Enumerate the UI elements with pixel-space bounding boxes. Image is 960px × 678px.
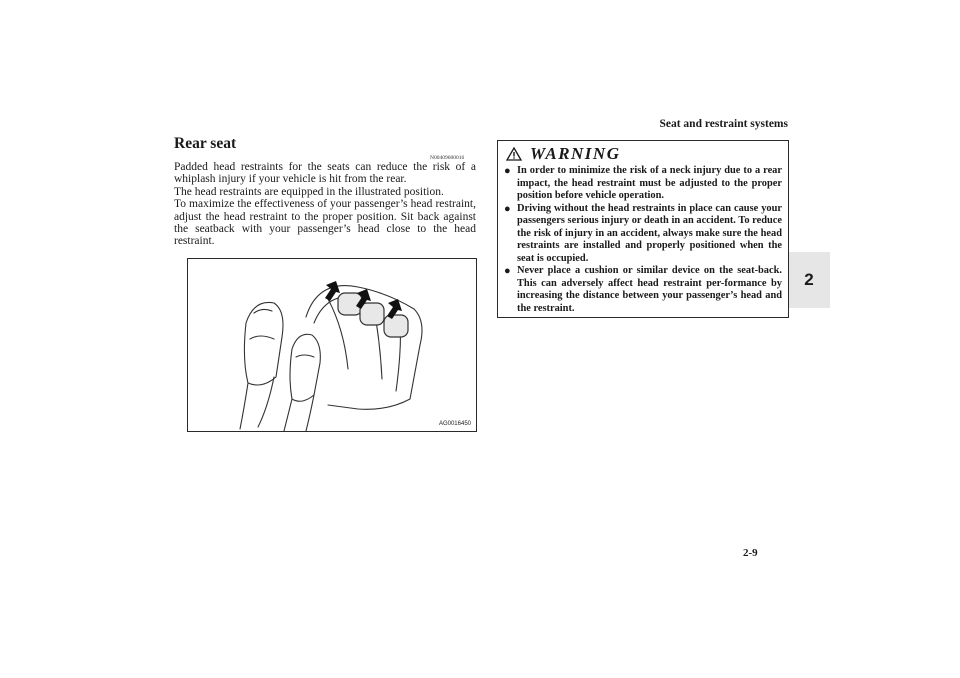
warning-item [504, 265, 782, 315]
body-paragraph: Padded head restraints for the seats can reduce the risk of a whiplash injury if your vehicle is hit from the rear. [174, 161, 476, 186]
rear-seat-drawing [188, 259, 477, 432]
warning-list [504, 165, 782, 315]
bullet-icon: ● [504, 265, 511, 277]
chapter-number: 2 [804, 270, 814, 289]
rear-seat-illustration [187, 258, 477, 432]
warning-box [497, 140, 789, 318]
bullet-icon: ● [504, 165, 511, 177]
page-header-title: Seat and restraint systems [659, 118, 788, 130]
warning-title: WARNING [530, 144, 621, 163]
bullet-icon: ● [504, 202, 511, 215]
warning-triangle-icon [506, 147, 522, 161]
warning-item [504, 203, 782, 266]
warning-item-text: Never place a cushion or similar device on the seat-back. This can adversely affect head restraint per-formance by increasing the distance between your passenger’s head and the restraint. [517, 265, 782, 314]
warning-header [506, 144, 620, 164]
warning-item-text: In order to minimize the risk of a neck injury due to a rear impact, the head restraint must be adjusted to the proper position before vehicle operation. [517, 165, 782, 201]
figure-code: AG0016450 [438, 421, 471, 427]
chapter-tab [788, 252, 830, 308]
body-paragraph: The head restraints are equipped in the illustrated position. [174, 185, 444, 198]
warning-item-text: Driving without the head restraints in place can cause your passengers serious injury or death in an accident. To reduce the risk of injury in an accident, always make sure the head restraints are installed and properly positioned when the seat is occupied. [517, 202, 782, 264]
body-paragraph: To maximize the effectiveness of your passenger’s head restraint, adjust the head restraint to the proper position. Sit back against the seatback with your passenger’s head close to the head restraint. [174, 198, 476, 248]
warning-item [504, 165, 782, 203]
page-number: 2-9 [743, 547, 758, 559]
section-body [174, 161, 476, 248]
section-code: N00409600016 [430, 155, 465, 161]
section-heading: Rear seat [174, 135, 237, 152]
